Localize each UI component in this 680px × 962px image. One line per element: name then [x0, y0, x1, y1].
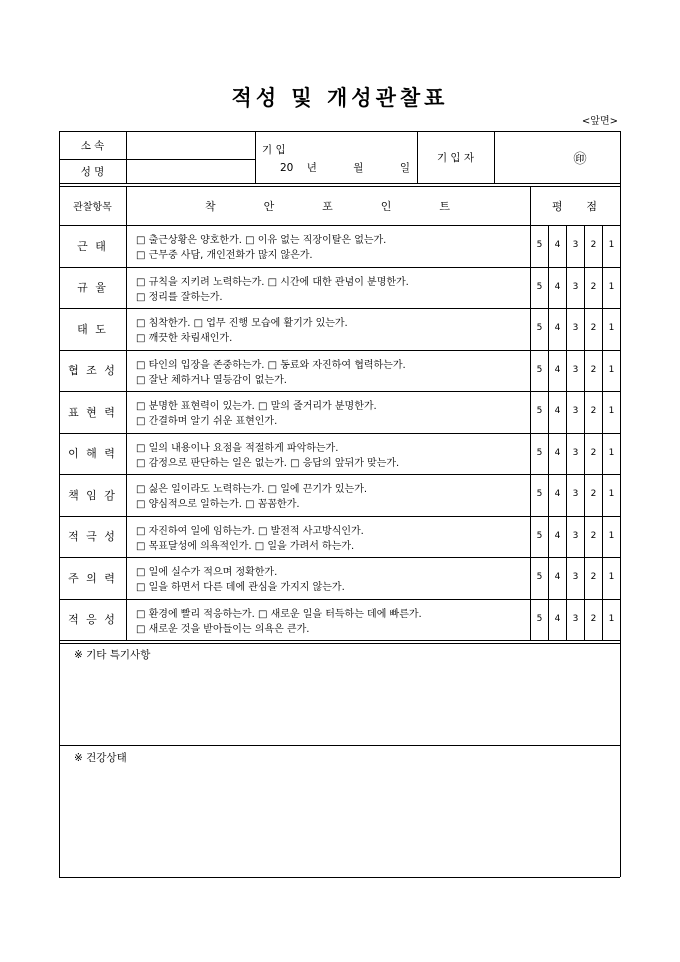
form-top-border — [59, 131, 620, 132]
score-divider — [548, 391, 549, 433]
row-border — [59, 599, 620, 600]
score-option[interactable]: 3 — [572, 240, 579, 250]
score-divider — [548, 308, 549, 350]
entry-label: 기 입 — [262, 144, 286, 156]
row-category: 규 율 — [77, 281, 108, 295]
score-option[interactable]: 2 — [590, 323, 597, 333]
table-head-bottom — [59, 225, 620, 226]
score-option[interactable]: 1 — [608, 530, 615, 541]
score-option[interactable]: 3 — [572, 572, 579, 582]
score-option[interactable]: 4 — [554, 364, 561, 375]
score-option[interactable]: 4 — [554, 447, 561, 458]
row-border — [59, 433, 620, 434]
row-border — [59, 391, 620, 392]
score-divider — [602, 225, 603, 267]
score-option[interactable]: 3 — [572, 530, 579, 541]
entry-date — [280, 160, 410, 175]
row-category: 주 의 력 — [68, 571, 117, 585]
score-divider — [548, 557, 549, 599]
observation-item: □ 일을 하면서 다른 데에 관심을 가지지 않는가. — [136, 582, 345, 593]
row-border — [59, 350, 620, 351]
form-right-border — [620, 131, 621, 877]
date-year: 20 년 — [280, 162, 317, 174]
observation-item: □ 깨끗한 차림새인가. — [136, 333, 233, 344]
score-divider — [602, 391, 603, 433]
header-col — [126, 131, 127, 183]
score-divider — [566, 391, 567, 433]
page-title: 적성 및 개성관찰표 — [231, 85, 449, 110]
observation-item: □ 양심적으로 일하는가. □ 꼼꼼한가. — [136, 499, 300, 510]
score-option[interactable]: 3 — [572, 281, 579, 292]
observation-item: □ 새로운 것을 받아들이는 의욕은 큰가. — [136, 623, 310, 635]
score-divider — [584, 599, 585, 640]
score-option[interactable]: 5 — [536, 240, 543, 250]
score-option[interactable]: 2 — [590, 572, 597, 582]
observation-item: □ 간결하며 알기 쉬운 표현인가. — [136, 416, 278, 427]
score-heading-char: 평 — [552, 199, 563, 213]
observation-item: □ 근무중 사담, 개인전화가 많지 않은가. — [136, 250, 313, 261]
observation-item: □ 잘난 체하거나 열등감이 없는가. — [136, 374, 287, 386]
score-option[interactable]: 4 — [554, 323, 561, 333]
score-option[interactable]: 4 — [554, 613, 561, 624]
observation-item: □ 일의 내용이나 요점을 적절하게 파악하는가. — [136, 442, 339, 454]
date-day: 일 — [399, 162, 410, 174]
header-col — [255, 131, 256, 183]
score-divider — [602, 308, 603, 350]
score-divider — [548, 433, 549, 474]
score-option[interactable]: 1 — [608, 323, 615, 333]
score-option[interactable]: 5 — [536, 406, 543, 416]
name-label: 성 명 — [80, 165, 105, 178]
score-divider — [584, 516, 585, 557]
score-option[interactable]: 5 — [536, 364, 543, 375]
observation-item: □ 규칙을 지키려 노력하는가. □ 시간에 대한 관념이 분명한가. — [136, 276, 409, 288]
score-option[interactable]: 2 — [590, 530, 597, 541]
score-option[interactable]: 1 — [608, 572, 615, 582]
score-option[interactable]: 2 — [590, 240, 597, 250]
score-divider — [548, 225, 549, 267]
score-divider — [566, 308, 567, 350]
score-divider — [584, 391, 585, 433]
row-category: 적 응 성 — [68, 613, 117, 627]
score-heading-char: 점 — [586, 199, 597, 213]
points-heading-char: 포 — [322, 199, 333, 213]
score-option[interactable]: 1 — [608, 489, 615, 499]
score-option[interactable]: 1 — [608, 281, 615, 292]
observation-item: □ 정리를 잘하는가. — [136, 291, 223, 303]
score-option[interactable]: 3 — [572, 364, 579, 375]
score-divider — [584, 474, 585, 516]
observation-item: □ 타인의 입장을 존중하는가. □ 동료와 자진하여 협력하는가. — [136, 359, 406, 371]
score-option[interactable]: 5 — [536, 447, 543, 458]
score-divider — [566, 225, 567, 267]
score-divider — [566, 557, 567, 599]
score-option[interactable]: 2 — [590, 406, 597, 416]
score-option[interactable]: 3 — [572, 323, 579, 333]
score-option[interactable]: 3 — [572, 613, 579, 624]
score-divider — [548, 599, 549, 640]
observation-item: □ 출근상황은 양호한가. □ 이유 없는 직장이탈은 없는가. — [136, 235, 387, 246]
score-divider — [548, 516, 549, 557]
score-divider — [602, 599, 603, 640]
score-option[interactable]: 5 — [536, 530, 543, 541]
score-option[interactable]: 2 — [590, 281, 597, 292]
score-divider — [566, 267, 567, 308]
seal-mark: ㊞ — [573, 151, 587, 167]
points-heading-char: 트 — [439, 199, 450, 213]
observation-item: □ 침착한가. □ 업무 진행 모습에 활기가 있는가. — [136, 318, 348, 329]
observation-item: □ 일에 실수가 적으며 정확한가. — [136, 567, 278, 578]
score-divider — [602, 350, 603, 391]
score-divider — [602, 516, 603, 557]
observation-item: □ 목표달성에 의욕적인가. □ 일을 가려서 하는가. — [136, 540, 355, 552]
observation-item: □ 분명한 표현력이 있는가. □ 말의 줄거리가 분명한가. — [136, 401, 377, 412]
score-option[interactable]: 5 — [536, 281, 543, 292]
affiliation-label: 소 속 — [80, 139, 105, 152]
score-option[interactable]: 4 — [554, 530, 561, 541]
health-status-label: ※ 건강상태 — [74, 752, 127, 764]
score-option[interactable]: 3 — [572, 447, 579, 458]
points-heading-char: 안 — [263, 199, 275, 213]
score-option[interactable]: 1 — [608, 240, 615, 250]
row-border — [59, 308, 620, 309]
score-option[interactable]: 4 — [554, 406, 561, 416]
header-col — [494, 131, 495, 183]
points-heading — [205, 186, 450, 225]
score-option[interactable]: 5 — [536, 613, 543, 624]
form-bottom-border — [59, 877, 620, 878]
observation-item: □ 환경에 빨리 적응하는가. □ 새로운 일을 터득하는 데에 빠른가. — [136, 608, 422, 620]
date-month: 월 — [353, 162, 364, 174]
row-category: 책 임 감 — [68, 488, 117, 502]
observation-item: □ 감정으로 판단하는 일은 없는가. □ 응답의 앞뒤가 맞는가. — [136, 457, 400, 469]
score-option[interactable]: 5 — [536, 323, 543, 333]
score-divider — [566, 516, 567, 557]
row-category: 협 조 성 — [68, 364, 117, 378]
score-divider — [584, 433, 585, 474]
score-option[interactable]: 4 — [554, 489, 561, 499]
row-border — [59, 557, 620, 558]
score-heading — [552, 186, 597, 225]
row-category: 표 현 력 — [68, 405, 117, 419]
table-bottom-double — [59, 643, 620, 644]
row-border — [59, 267, 620, 268]
points-heading-char: 착 — [205, 199, 216, 213]
score-option[interactable]: 2 — [590, 613, 597, 624]
writer-label: 기 입 자 — [436, 151, 475, 164]
score-option[interactable]: 4 — [554, 572, 561, 582]
score-divider — [584, 557, 585, 599]
row-category: 태 도 — [77, 322, 108, 336]
score-divider — [548, 474, 549, 516]
other-notes-label: ※ 기타 특기사항 — [74, 649, 151, 661]
score-divider — [566, 474, 567, 516]
points-col-border — [530, 186, 531, 640]
score-option[interactable]: 3 — [572, 406, 579, 416]
score-divider — [602, 267, 603, 308]
score-option[interactable]: 1 — [608, 406, 615, 416]
points-heading-char: 인 — [380, 199, 392, 213]
score-divider — [584, 267, 585, 308]
notes-divider — [59, 745, 620, 746]
score-option[interactable]: 4 — [554, 281, 561, 292]
score-option[interactable]: 5 — [536, 489, 543, 499]
front-side-label: <앞면> — [581, 116, 618, 127]
row-category: 근 태 — [77, 239, 108, 253]
category-col-border — [126, 186, 127, 640]
category-heading: 관찰항목 — [73, 202, 112, 213]
row-border — [59, 516, 620, 517]
score-divider — [566, 599, 567, 640]
score-option[interactable]: 2 — [590, 489, 597, 499]
score-divider — [602, 557, 603, 599]
row-category: 적 극 성 — [68, 530, 117, 544]
score-option[interactable]: 1 — [608, 364, 615, 375]
row-border — [59, 640, 620, 641]
header-bottom — [59, 183, 620, 184]
score-divider — [548, 267, 549, 308]
score-divider — [566, 433, 567, 474]
score-divider — [584, 350, 585, 391]
score-divider — [602, 433, 603, 474]
score-option[interactable]: 1 — [608, 613, 615, 624]
observation-item: □ 자진하여 일에 임하는가. □ 발전적 사고방식인가. — [136, 525, 364, 537]
score-divider — [584, 308, 585, 350]
score-divider — [566, 350, 567, 391]
score-divider — [548, 350, 549, 391]
score-option[interactable]: 1 — [608, 447, 615, 458]
observation-item: □ 싫은 일이라도 노력하는가. □ 일에 끈기가 있는가. — [136, 484, 368, 495]
row-border — [59, 474, 620, 475]
score-divider — [584, 225, 585, 267]
score-divider — [602, 474, 603, 516]
score-option[interactable]: 5 — [536, 572, 543, 582]
row-category: 이 해 력 — [68, 447, 117, 461]
score-option[interactable]: 3 — [572, 489, 579, 499]
score-option[interactable]: 2 — [590, 364, 597, 375]
score-option[interactable]: 2 — [590, 447, 597, 458]
score-option[interactable]: 4 — [554, 240, 561, 250]
